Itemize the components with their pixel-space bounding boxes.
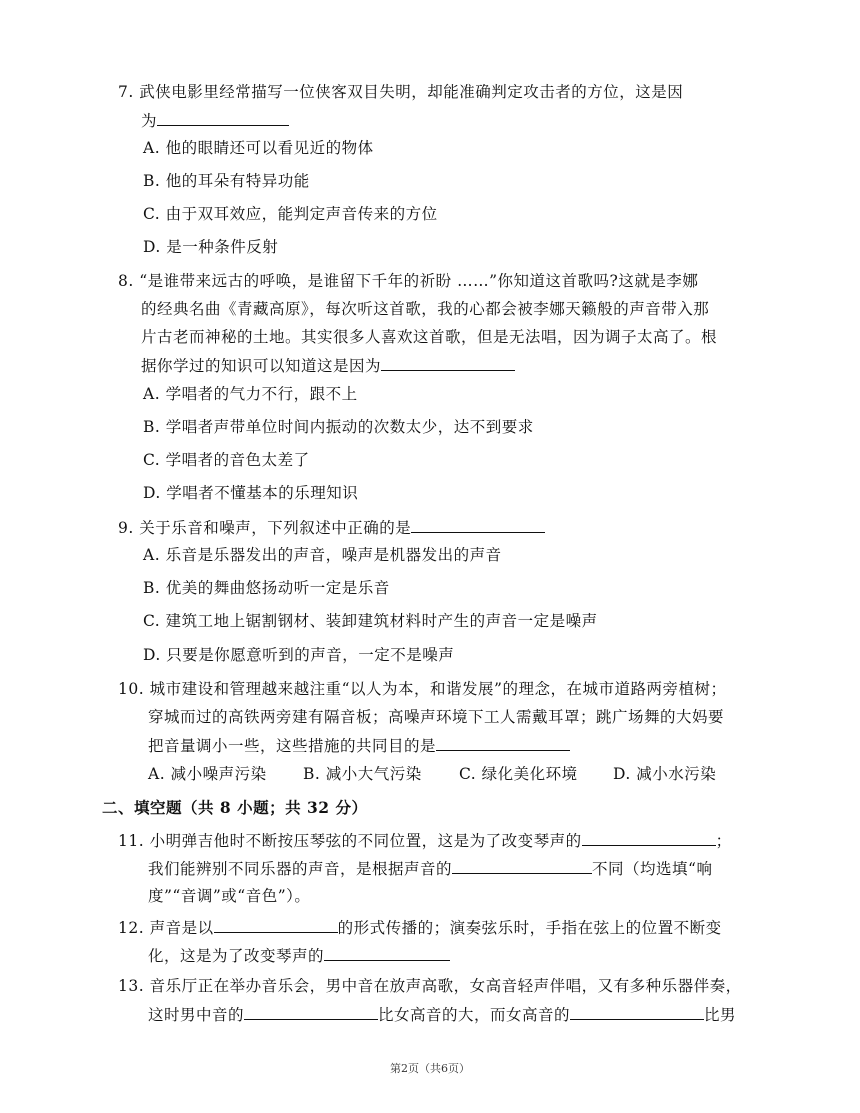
q12-number: 12. <box>118 919 145 937</box>
option-text: 绿化美化环境 <box>481 765 578 783</box>
option-text: 学唱者声带单位时间内振动的次数太少，达不到要求 <box>165 418 534 436</box>
q8-option-c[interactable] <box>143 450 310 470</box>
q11-line-3 <box>148 886 310 906</box>
option-label: B. <box>303 765 321 783</box>
q12-blank-1[interactable] <box>214 917 338 933</box>
q9-stem-text-1: 关于乐音和噪声，下列叙述中正确的是 <box>139 519 412 537</box>
q8-number: 8. <box>118 272 134 290</box>
q9-number: 9. <box>118 519 134 537</box>
option-text: 只要是你愿意听到的声音，一定不是噪声 <box>166 646 455 664</box>
q8-stem-line-1 <box>118 271 698 291</box>
q10-stem-line-1 <box>118 679 726 699</box>
q13-number: 13. <box>118 977 145 995</box>
option-label: D. <box>613 765 631 783</box>
q11-text-2a: 我们能辨别不同乐器的声音，是根据声音的 <box>148 860 453 878</box>
option-label: B. <box>143 418 161 436</box>
q12-text-2a: 化，这是为了改变琴声的 <box>148 947 325 965</box>
option-text: 学唱者的气力不行，跟不上 <box>165 385 358 403</box>
option-text: 乐音是乐器发出的声音，噪声是机器发出的声音 <box>165 546 502 564</box>
q9-option-a[interactable] <box>143 545 502 565</box>
q10-option-c[interactable] <box>459 764 613 784</box>
q8-answer-blank[interactable] <box>381 355 515 371</box>
q13-blank-1[interactable] <box>244 1004 378 1020</box>
q11-line-1 <box>118 830 732 851</box>
option-label: A. <box>143 385 161 403</box>
q8-stem-text-1: “是谁带来远古的呼唤，是谁留下千年的祈盼 ……”你知道这首歌吗?这就是李娜 <box>139 272 699 290</box>
q7-option-c[interactable] <box>143 204 438 224</box>
option-label: C. <box>143 451 161 469</box>
option-text: 他的眼睛还可以看见近的物体 <box>165 139 374 157</box>
q13-text-2b: 比女高音的大，而女高音的 <box>378 1006 571 1024</box>
q9-option-c[interactable] <box>143 611 598 631</box>
q10-stem-line-2 <box>148 707 724 727</box>
page-footer: 第2页（共6页） <box>390 1062 470 1075</box>
q13-text-2c: 比男 <box>704 1006 737 1024</box>
option-text: 由于双耳效应，能判定声音传来的方位 <box>165 205 438 223</box>
q12-text-1a: 声音是以 <box>149 919 214 937</box>
option-text: 他的耳朵有特异功能 <box>165 172 310 190</box>
q10-stem-text-2: 穿城而过的高铁两旁建有隔音板；高噪声环境下工人需戴耳罩；跳广场舞的大妈要 <box>148 708 725 726</box>
q8-option-a[interactable] <box>143 384 358 404</box>
option-text: 减小大气污染 <box>325 765 422 783</box>
q11-text-1b: ； <box>715 832 732 850</box>
q7-stem-line-2 <box>141 110 289 131</box>
q8-stem-line-3 <box>141 327 717 347</box>
q13-text-2a: 这时男中音的 <box>148 1006 245 1024</box>
q13-text-1: 音乐厅正在举办音乐会，男中音在放声高歌，女高音轻声伴唱，又有多种乐器伴奏， <box>149 977 742 995</box>
option-label: D. <box>143 238 161 256</box>
option-label: C. <box>459 765 477 783</box>
q8-stem-text-4: 据你学过的知识可以知道这是因为 <box>141 357 382 375</box>
q7-option-d[interactable] <box>143 237 278 257</box>
option-label: C. <box>143 205 161 223</box>
q11-line-2 <box>148 858 712 879</box>
q8-option-d[interactable] <box>143 483 358 503</box>
option-text: 优美的舞曲悠扬动听一定是乐音 <box>165 579 390 597</box>
option-text: 学唱者不懂基本的乐理知识 <box>166 484 359 502</box>
q9-option-b[interactable] <box>143 578 390 598</box>
q13-blank-2[interactable] <box>570 1004 704 1020</box>
option-label: D. <box>143 646 161 664</box>
q12-line-2 <box>148 945 450 966</box>
q10-answer-blank[interactable] <box>436 735 570 751</box>
q10-option-d[interactable] <box>613 764 716 784</box>
q10-options-row <box>148 764 716 784</box>
q13-line-2 <box>148 1004 736 1025</box>
q7-option-b[interactable] <box>143 171 310 191</box>
q8-stem-line-4 <box>141 355 515 376</box>
q10-stem-text-1: 城市建设和管理越来越注重“以人为本，和谐发展”的理念，在城市道路两旁植树； <box>149 680 727 698</box>
q8-stem-text-2: 的经典名曲《青藏高原》，每次听这首歌，我的心都会被李娜天籁般的声音带入那 <box>141 300 710 318</box>
q7-answer-blank[interactable] <box>157 110 289 126</box>
q9-stem-line-1 <box>118 517 545 538</box>
section-2-heading: 二、填空题（共 8 小题；共 32 分） <box>102 798 368 817</box>
q7-number: 7. <box>118 83 134 101</box>
option-text: 建筑工地上锯割钢材、装卸建筑材料时产生的声音一定是噪声 <box>165 612 598 630</box>
q9-option-d[interactable] <box>143 645 454 665</box>
q12-blank-2[interactable] <box>324 945 450 961</box>
option-label: B. <box>143 172 161 190</box>
option-text: 减小噪声污染 <box>170 765 267 783</box>
q10-option-b[interactable] <box>303 764 459 784</box>
q11-text-3: 度”“音调”或“音色”）。 <box>148 887 311 905</box>
q12-text-1b: 的形式传播的；演奏弦乐时，手指在弦上的位置不断变 <box>337 919 722 937</box>
q10-option-a[interactable] <box>148 764 303 784</box>
q11-blank-1[interactable] <box>582 830 716 846</box>
option-text: 是一种条件反射 <box>166 238 279 256</box>
q10-stem-line-3 <box>148 735 570 756</box>
q7-stem-line-1 <box>118 82 683 102</box>
q11-number: 11. <box>118 832 145 850</box>
q9-answer-blank[interactable] <box>411 517 545 533</box>
option-label: C. <box>143 612 161 630</box>
q8-stem-line-2 <box>141 299 709 319</box>
option-text: 学唱者的音色太差了 <box>165 451 310 469</box>
q11-text-2b: 不同（均选填“响 <box>592 860 713 878</box>
option-label: A. <box>148 765 166 783</box>
option-label: B. <box>143 579 161 597</box>
option-label: A. <box>143 546 161 564</box>
q7-stem-text-1: 武侠电影里经常描写一位侠客双目失明，却能准确判定攻击者的方位，这是因 <box>139 83 684 101</box>
q10-stem-text-3: 把音量调小一些，这些措施的共同目的是 <box>148 737 437 755</box>
q12-line-1 <box>118 917 722 938</box>
q11-blank-2[interactable] <box>452 858 592 874</box>
q8-stem-text-3: 片古老而神秘的土地。其实很多人喜欢这首歌，但是无法唱，因为调子太高了。根 <box>141 328 718 346</box>
q11-text-1a: 小明弹吉他时不断按压琴弦的不同位置，这是为了改变琴声的 <box>149 832 582 850</box>
q10-number: 10. <box>118 680 145 698</box>
option-label: D. <box>143 484 161 502</box>
q7-option-a[interactable] <box>143 138 374 158</box>
option-label: A. <box>143 139 161 157</box>
q13-line-1 <box>118 976 742 996</box>
option-text: 减小水污染 <box>636 765 717 783</box>
q7-stem-text-2: 为 <box>141 112 158 130</box>
q8-option-b[interactable] <box>143 417 534 437</box>
